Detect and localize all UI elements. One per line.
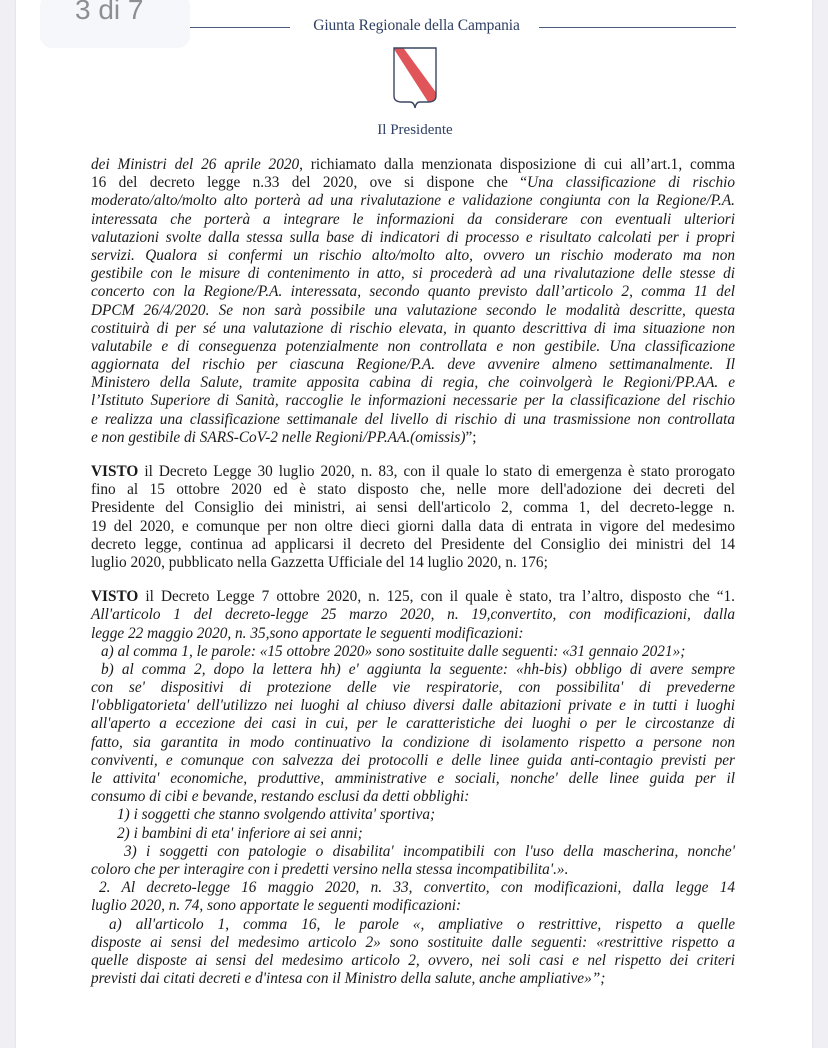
text-line: le attivita' economiche, produttive, amministrative e sociali, nonche' delle linee guida per il — [91, 770, 735, 787]
text-line: valutabile e di conseguenza potenzialmente non controllata e non gestibile. Una classificazione — [91, 337, 735, 355]
text-line: Ministero della Salute, tramite apposita cabina di regia, che coinvolgerà le Regioni/PP.AA. e — [91, 374, 735, 392]
text-line: conviventi, e comunque con salvezza dei protocolli e delle linee guida anti-contagio previsti per — [91, 751, 735, 769]
list-item-2-decree: 2. Al decreto-legge 16 maggio 2020, n. 33, convertito, con modificazioni, dalla legge 14 — [99, 879, 735, 897]
text-line: 19 del 2020, e comunque per non oltre dieci giorni dalla data di entrata in vigore del medesimo — [91, 517, 735, 535]
list-item-a: a) al comma 1, le parole: «15 ottobre 2020» sono sostituite dalle seguenti: «31 gennaio 2021»; — [101, 642, 686, 660]
text-line: costituirà di per sé una valutazione di rischio elevata, in quanto descrittiva di ima situazione non — [91, 319, 735, 337]
text-line: concerto con la Regione/P.A. interessata, secondo quanto previsto dall’articolo 2, comma 11 del — [91, 283, 735, 301]
text-line: moderato/alto/molto alto porterà ad una rivalutazione e validazione congiunta con la Regione/P.A. — [91, 192, 735, 210]
text-line: e non gestibile di SARS-CoV-2 nelle Regioni/PP.AA.(omissis)”; — [91, 428, 477, 446]
text-line: e realizza una classificazione settimanale del livello di rischio di una trasmissione non controllata — [91, 410, 735, 428]
letterhead-subtitle: Il Presidente — [377, 122, 453, 138]
text-line: consumo di cibi e bevande, restando esclusi da detti obblighi: — [91, 788, 470, 806]
text-line: decreto legge, continua ad applicarsi il decreto del Presidente del Consiglio dei ministri del 14 — [91, 535, 735, 553]
letterhead-rule-right — [539, 27, 736, 28]
letterhead-title: Giunta Regionale della Campania — [313, 17, 520, 34]
page-indicator-label: 3 di 7 — [75, 0, 144, 25]
letterhead-rule-left — [190, 27, 290, 28]
text-line: fatto, sia garantita in modo continuativo la condizione di isolamento rispetto a persone non — [91, 733, 735, 751]
text-line: luglio 2020, n. 74, sono apportate le seguenti modificazioni: — [91, 897, 462, 915]
letterhead — [190, 16, 736, 38]
paragraph-visto-dl-125 — [91, 588, 735, 988]
text-line: Presidente del Consiglio dei ministri, ai sensi dell'articolo 2, comma 1, del decreto-legge n. — [91, 499, 735, 517]
text-line: previsti dai citati decreti e d'intesa con il Ministro della salute, anche ampliative»”; — [91, 970, 606, 988]
text-line: 16 del decreto legge n.33 del 2020, ove si dispone che “Una classificazione di rischio — [91, 174, 735, 192]
text-line: legge 22 maggio 2020, n. 35,sono apportate le seguenti modificazioni: — [91, 624, 524, 642]
text-line: luglio 2020, pubblicato nella Gazzetta Ufficiale del 14 luglio 2020, n. 176; — [91, 553, 548, 571]
list-item-3: 3) i soggetti con patologie o disabilita' incompatibili con l'uso della mascherina, nonche' — [124, 842, 735, 860]
text-line: coloro che per interagire con i predetti versino nella stessa incompatibilita'.». — [91, 860, 569, 878]
list-item-2: 2) i bambini di eta' inferiore ai sei anni; — [117, 824, 363, 842]
paragraph-dpcm-quote — [91, 156, 735, 447]
text-line: l’Istituto Superiore di Sanità, raccoglie le informazioni necessarie per la classificazione del rischio — [91, 392, 735, 410]
text-line: fino al 15 ottobre 2020 ed è stato disposto che, nelle more dell'adozione dei decreti del — [91, 481, 735, 499]
text-line: valutazioni svolte dalla stessa sulla base di indicatori di processo e risultato calcolati per i propri — [91, 228, 735, 246]
text-line: all'aperto a eccezione dei casi in cui, per le caratteristiche dei luoghi o per le circostanze di — [91, 715, 735, 733]
text-line: servizi. Qualora si confermi un rischio alto/molto alto, ovvero un rischio moderato ma non — [91, 246, 735, 264]
list-item-b: b) al comma 2, dopo la lettera hh) e' aggiunta la seguente: «hh-bis) obbligo di avere sempre — [101, 660, 735, 678]
text-line: VISTO il Decreto Legge 30 luglio 2020, n. 83, con il quale lo stato di emergenza è stato prorogato — [91, 463, 735, 480]
text-line: l'obbligatorieta' dell'utilizzo nei luoghi al chiuso diversi dalle abitazioni private e in tutti i luoghi — [91, 697, 735, 715]
page-indicator — [40, 0, 190, 48]
text-line: con se' dispositivi di protezione delle vie respiratorie, con possibilita' di prevederne — [91, 679, 735, 697]
text-line: disposte ai sensi del medesimo articolo 2» sono sostituite dalle seguenti: «restrittive rispetto a — [91, 933, 735, 951]
text-line: interessata che porterà a integrare le informazioni da considerare con eventuali ulteriori — [91, 210, 735, 228]
paragraph-visto-dl-83 — [91, 463, 735, 572]
text-line: dei Ministri del 26 aprile 2020, richiamato dalla menzionata disposizione di cui all’art.1, comma — [91, 156, 735, 173]
text-line: VISTO il Decreto Legge 7 ottobre 2020, n. 125, con il quale è stato, tra l’altro, disposto che “1. — [91, 588, 735, 606]
list-item-1: 1) i soggetti che stanno svolgendo attivita' sportiva; — [117, 806, 436, 824]
text-line: aggiornata del rischio per ciascuna Regione/P.A. deve avvenire almeno settimanalmente. Il — [91, 356, 735, 374]
campania-coat-of-arms-icon — [388, 44, 442, 112]
text-line: quelle disposte ai sensi del medesimo articolo 2, ovvero, nei soli casi e nel rispetto dei criteri — [91, 951, 735, 969]
text-line: DPCM 26/4/2020. Se non sarà possibile una valutazione secondo le modalità descritte, questa — [91, 301, 735, 319]
text-line: All'articolo 1 del decreto-legge 25 marzo 2020, n. 19,convertito, con modificazioni, dalla — [91, 606, 735, 624]
document-body — [91, 156, 735, 988]
list-item-a-article: a) all'articolo 1, comma 16, le parole «, ampliative o restrittive, rispetto a quelle — [109, 915, 735, 933]
text-line: gestibile con le misure di contenimento in atto, si procederà ad una rivalutazione delle stesse di — [91, 265, 735, 283]
